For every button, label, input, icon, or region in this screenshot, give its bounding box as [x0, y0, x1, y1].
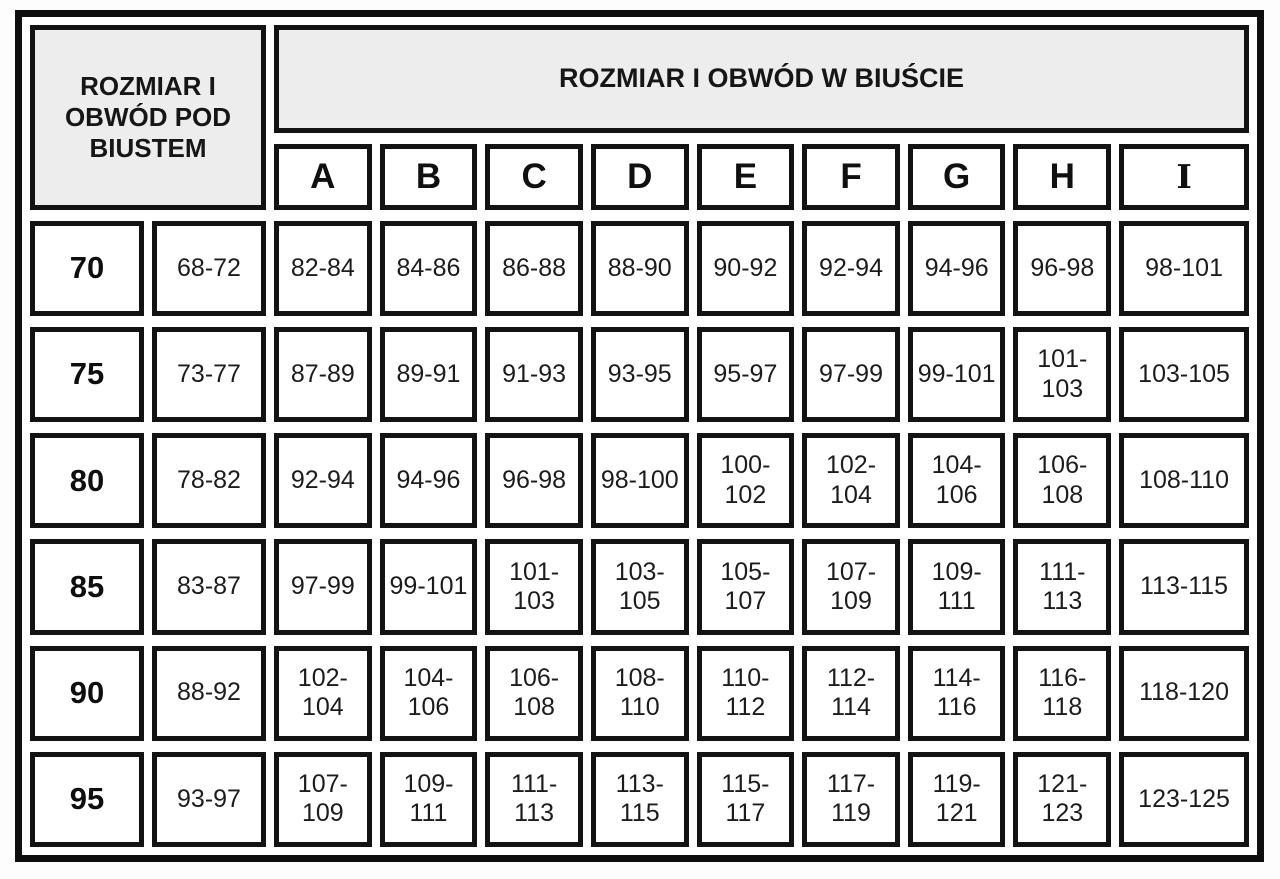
- bust-range-cell: 96-98: [485, 433, 583, 528]
- bust-range-cell: 107-109: [802, 539, 900, 634]
- bust-range-cell: 114-116: [908, 646, 1006, 741]
- bust-range-cell: 94-96: [908, 221, 1006, 316]
- bust-range-cell: 99-101: [380, 539, 478, 634]
- bust-range-cell: 88-90: [591, 221, 689, 316]
- band-size-cell: 85: [30, 539, 144, 634]
- cup-letter-F: F: [802, 144, 900, 210]
- bust-header-label: ROZMIAR I OBWÓD W BIUŚCIE: [559, 63, 964, 94]
- band-size-cell: 70: [30, 221, 144, 316]
- band-size-cell: 80: [30, 433, 144, 528]
- bust-range-cell: 91-93: [485, 327, 583, 422]
- bust-range-cell: 116-118: [1013, 646, 1111, 741]
- bust-range-cell: 123-125: [1119, 752, 1249, 847]
- bust-range-cell: 108-110: [591, 646, 689, 741]
- bust-range-cell: 92-94: [274, 433, 372, 528]
- bust-range-cell: 103-105: [1119, 327, 1249, 422]
- bust-range-cell: 107-109: [274, 752, 372, 847]
- bust-range-cell: 87-89: [274, 327, 372, 422]
- bust-range-cell: 101-103: [1013, 327, 1111, 422]
- cup-letter-B: B: [380, 144, 478, 210]
- bust-range-cell: 98-101: [1119, 221, 1249, 316]
- bust-range-cell: 115-117: [697, 752, 795, 847]
- bust-range-cell: 103-105: [591, 539, 689, 634]
- bust-range-cell: 94-96: [380, 433, 478, 528]
- bust-range-cell: 90-92: [697, 221, 795, 316]
- underbust-range-cell: 78-82: [152, 433, 266, 528]
- underbust-range-cell: 68-72: [152, 221, 266, 316]
- bust-range-cell: 89-91: [380, 327, 478, 422]
- bust-range-cell: 111-113: [1013, 539, 1111, 634]
- size-chart-frame: [15, 10, 1264, 862]
- bust-range-cell: 99-101: [908, 327, 1006, 422]
- bust-range-cell: 93-95: [591, 327, 689, 422]
- bust-range-cell: 117-119: [802, 752, 900, 847]
- underbust-range-cell: 88-92: [152, 646, 266, 741]
- bust-range-cell: 108-110: [1119, 433, 1249, 528]
- bust-range-cell: 109-111: [380, 752, 478, 847]
- size-chart-table: [30, 25, 1249, 847]
- bust-range-cell: 82-84: [274, 221, 372, 316]
- bust-range-cell: 119-121: [908, 752, 1006, 847]
- cup-letter-I: I: [1119, 144, 1249, 210]
- bust-range-cell: 121-123: [1013, 752, 1111, 847]
- bust-range-cell: 105-107: [697, 539, 795, 634]
- underbust-range-cell: 83-87: [152, 539, 266, 634]
- band-size-cell: 95: [30, 752, 144, 847]
- underbust-range-cell: 93-97: [152, 752, 266, 847]
- bust-range-cell: 102-104: [802, 433, 900, 528]
- bust-range-cell: 111-113: [485, 752, 583, 847]
- band-size-cell: 75: [30, 327, 144, 422]
- bust-range-cell: 96-98: [1013, 221, 1111, 316]
- underbust-header-label: ROZMIAR I OBWÓD POD BIUSTEM: [64, 71, 232, 163]
- cup-letter-H: H: [1013, 144, 1111, 210]
- bust-range-cell: 92-94: [802, 221, 900, 316]
- bust-range-cell: 104-106: [908, 433, 1006, 528]
- bust-range-cell: 101-103: [485, 539, 583, 634]
- underbust-range-cell: 73-77: [152, 327, 266, 422]
- bust-range-cell: 100-102: [697, 433, 795, 528]
- bust-range-cell: 97-99: [274, 539, 372, 634]
- bust-range-cell: 86-88: [485, 221, 583, 316]
- bust-range-cell: 102-104: [274, 646, 372, 741]
- bust-range-cell: 110-112: [697, 646, 795, 741]
- bust-range-cell: 97-99: [802, 327, 900, 422]
- band-size-cell: 90: [30, 646, 144, 741]
- bust-range-cell: 106-108: [485, 646, 583, 741]
- bust-range-cell: 106-108: [1013, 433, 1111, 528]
- cup-letter-D: D: [591, 144, 689, 210]
- bust-range-cell: 104-106: [380, 646, 478, 741]
- cup-letter-E: E: [697, 144, 795, 210]
- bust-range-cell: 84-86: [380, 221, 478, 316]
- underbust-header-cell: [30, 25, 266, 210]
- bust-header-cell: [274, 25, 1249, 133]
- bust-range-cell: 98-100: [591, 433, 689, 528]
- cup-letter-A: A: [274, 144, 372, 210]
- bust-range-cell: 118-120: [1119, 646, 1249, 741]
- bust-range-cell: 113-115: [1119, 539, 1249, 634]
- cup-letter-C: C: [485, 144, 583, 210]
- bust-range-cell: 109-111: [908, 539, 1006, 634]
- bust-range-cell: 95-97: [697, 327, 795, 422]
- bust-range-cell: 112-114: [802, 646, 900, 741]
- cup-letter-G: G: [908, 144, 1006, 210]
- bust-range-cell: 113-115: [591, 752, 689, 847]
